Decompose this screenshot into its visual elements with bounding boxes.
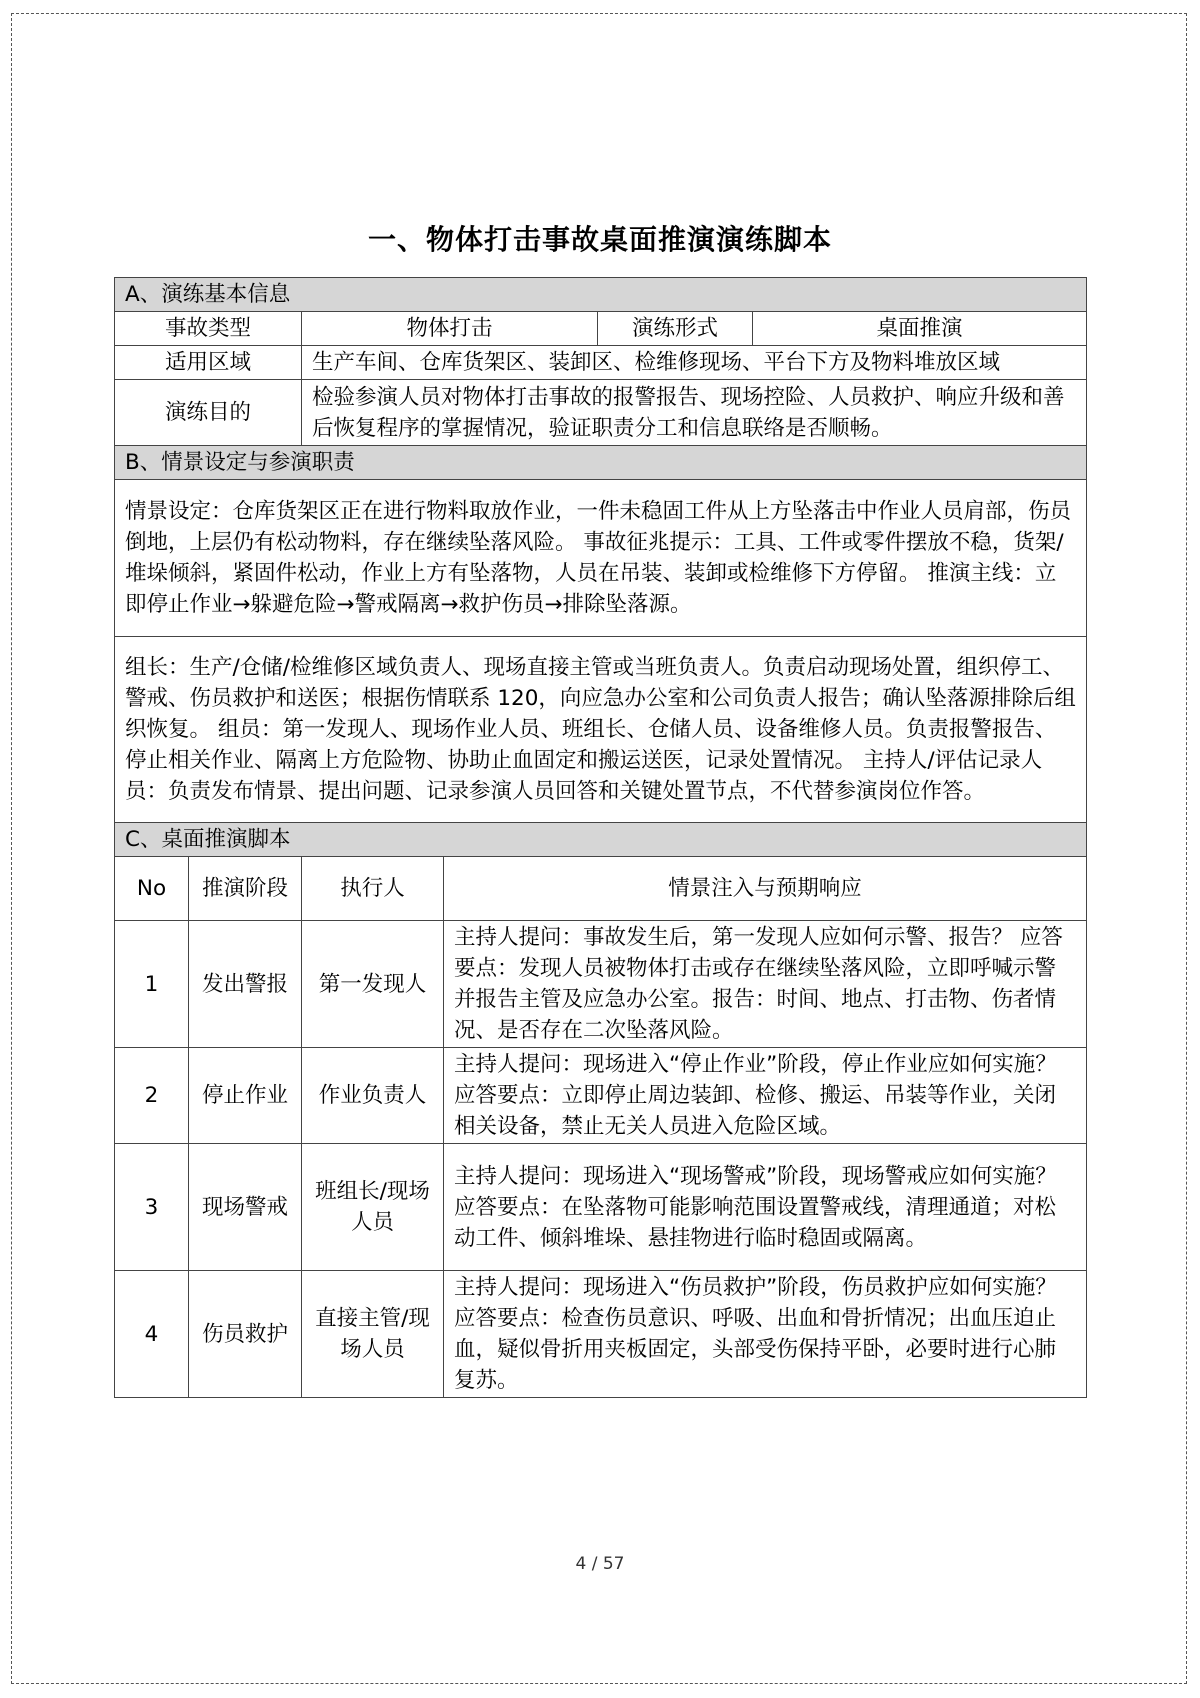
drill-script-table <box>114 277 1087 1398</box>
row-executor: 班组长/现场人员 <box>302 1144 444 1271</box>
page-number: 4 / 57 <box>575 1554 625 1574</box>
row-executor: 第一发现人 <box>302 921 444 1048</box>
section-c-heading: C、桌面推演脚本 <box>115 823 1087 857</box>
row-no: 4 <box>115 1271 189 1398</box>
table-row <box>115 1144 1087 1271</box>
table-row <box>115 1271 1087 1398</box>
row-stage: 现场警戒 <box>189 1144 302 1271</box>
area-value: 生产车间、仓库货架区、装卸区、检维修现场、平台下方及物料堆放区域 <box>302 346 1087 380</box>
section-a-heading: A、演练基本信息 <box>115 278 1087 312</box>
drill-form-value: 桌面推演 <box>876 316 963 341</box>
drill-form-label: 演练形式 <box>598 312 753 345</box>
scenario-text: 情景设定：仓库货架区正在进行物料取放作业，一件未稳固工件从上方坠落击中作业人员肩部，伤员倒地，上层仍有松动物料，存在继续坠落风险。 事故征兆提示：工具、工件或零件摆放不稳，货架/堆垛倾斜，紧固件松动，作业上方有坠落物，人员在吊装、装卸或检维修下方停留。 推演主线：立即停止作业→躲避危险→警戒隔离→救护伤员→排除坠落源。 <box>115 480 1087 637</box>
accident-type-label: 事故类型 <box>115 312 302 346</box>
area-label: 适用区域 <box>115 346 302 380</box>
row-no: 1 <box>115 921 189 1048</box>
row-stage: 发出警报 <box>189 921 302 1048</box>
row-response: 主持人提问：事故发生后，第一发现人应如何示警、报告？ 应答要点：发现人员被物体打击或存在继续坠落风险，立即呼喊示警并报告主管及应急办公室。报告：时间、地点、打击物、伤者情况、是否存在二次坠落风险。 <box>444 921 1087 1048</box>
purpose-value: 检验参演人员对物体打击事故的报警报告、现场控险、人员救护、响应升级和善后恢复程序的掌握情况，验证职责分工和信息联络是否顺畅。 <box>302 380 1087 446</box>
row-response: 主持人提问：现场进入“停止作业”阶段，停止作业应如何实施？ 应答要点：立即停止周边装卸、检修、搬运、吊装等作业，关闭相关设备，禁止无关人员进入危险区域。 <box>444 1048 1087 1144</box>
row-response: 主持人提问：现场进入“现场警戒”阶段，现场警戒应如何实施？ 应答要点：在坠落物可能影响范围设置警戒线，清理通道；对松动工件、倾斜堆垛、悬挂物进行临时稳固或隔离。 <box>444 1144 1087 1271</box>
row-no: 3 <box>115 1144 189 1271</box>
header-executor: 执行人 <box>302 857 444 921</box>
header-no: No <box>115 857 189 921</box>
purpose-label: 演练目的 <box>115 380 302 446</box>
header-stage: 推演阶段 <box>189 857 302 921</box>
header-response: 情景注入与预期响应 <box>444 857 1087 921</box>
row-no: 2 <box>115 1048 189 1144</box>
row-executor: 作业负责人 <box>302 1048 444 1144</box>
row-stage: 伤员救护 <box>189 1271 302 1398</box>
row-executor: 直接主管/现场人员 <box>302 1271 444 1398</box>
accident-type-value: 物体打击 <box>302 312 598 346</box>
table-row <box>115 1048 1087 1144</box>
table-row <box>115 921 1087 1048</box>
section-b-heading: B、情景设定与参演职责 <box>115 446 1087 480</box>
drill-form-cell <box>598 312 1087 346</box>
document-title: 一、物体打击事故桌面推演演练脚本 <box>367 223 832 256</box>
roles-text: 组长：生产/仓储/检维修区域负责人、现场直接主管或当班负责人。负责启动现场处置，组织停工、警戒、伤员救护和送医；根据伤情联系 120，向应急办公室和公司负责人报告；确认坠落源排除后组织恢复。 组员：第一发现人、现场作业人员、班组长、仓储人员、设备维修人员。负责报警报告、停止相关作业、隔离上方危险物、协助止血固定和搬运送医，记录处置情况。 主持人/评估记录人员：负责发布情景、提出问题、记录参演人员回答和关键处置节点，不代替参演岗位作答。 <box>115 637 1087 823</box>
row-response: 主持人提问：现场进入“伤员救护”阶段，伤员救护应如何实施？ 应答要点：检查伤员意识、呼吸、出血和骨折情况；出血压迫止血，疑似骨折用夹板固定，头部受伤保持平卧，必要时进行心肺复苏。 <box>444 1271 1087 1398</box>
row-stage: 停止作业 <box>189 1048 302 1144</box>
